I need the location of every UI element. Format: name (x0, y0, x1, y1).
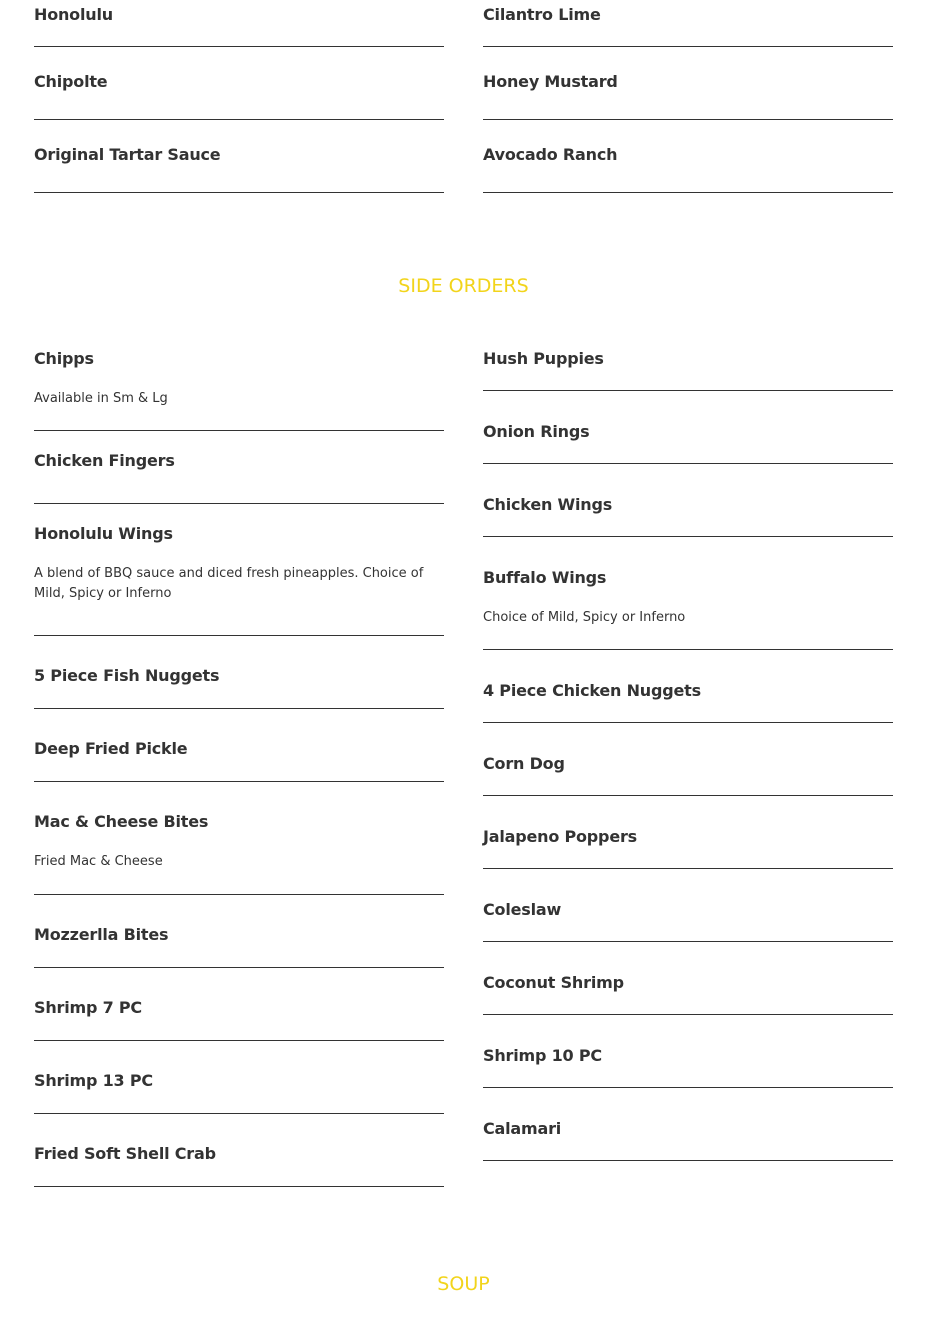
menu-item (34, 0, 444, 47)
item-name: Avocado Ranch (483, 145, 618, 164)
item-name: Jalapeno Poppers (483, 827, 637, 846)
item-name: Chipolte (34, 72, 108, 91)
item-name: Shrimp 13 PC (34, 1071, 153, 1090)
menu-item (483, 650, 893, 723)
menu-item (34, 344, 444, 431)
item-name: Chicken Wings (483, 495, 613, 514)
item-name: Shrimp 10 PC (483, 1046, 602, 1065)
item-name: 4 Piece Chicken Nuggets (483, 681, 701, 700)
menu-item (483, 942, 893, 1015)
item-name: Coconut Shrimp (483, 973, 624, 992)
menu-item (483, 391, 893, 464)
item-name: Buffalo Wings (483, 568, 607, 587)
item-name: Mac & Cheese Bites (34, 812, 209, 831)
menu-item (34, 1114, 444, 1187)
item-description: Available in Sm & Lg (34, 391, 168, 406)
menu-item (483, 1015, 893, 1088)
item-description: Fried Mac & Cheese (34, 854, 163, 869)
item-name: Corn Dog (483, 754, 565, 773)
item-description: A blend of BBQ sauce and diced fresh pineapples. Choice of Mild, Spicy or Inferno (34, 566, 424, 601)
menu-item (34, 709, 444, 782)
menu-item (483, 344, 893, 391)
menu-item (34, 504, 444, 636)
item-name: Chicken Fingers (34, 451, 175, 470)
menu-item (483, 869, 893, 942)
item-name: Honolulu (34, 5, 113, 24)
item-name: Mozzerlla Bites (34, 925, 169, 944)
menu-item (34, 47, 444, 120)
item-name: Honolulu Wings (34, 524, 173, 543)
side-orders-section (34, 344, 893, 1187)
item-name: Shrimp 7 PC (34, 998, 142, 1017)
item-name: Onion Rings (483, 422, 590, 441)
menu-item (483, 537, 893, 650)
menu-item (34, 636, 444, 709)
menu-item (483, 723, 893, 796)
item-name: Fried Soft Shell Crab (34, 1144, 216, 1163)
item-name: Original Tartar Sauce (34, 145, 221, 164)
menu-item (34, 1041, 444, 1114)
menu-item (34, 782, 444, 895)
side-orders-right-column (483, 344, 893, 1187)
sauces-section (34, 0, 893, 193)
item-name: Chipps (34, 349, 94, 368)
menu-item (483, 47, 893, 120)
menu-item (483, 0, 893, 47)
menu-item (34, 431, 444, 504)
item-name: Hush Puppies (483, 349, 604, 368)
menu-item (34, 968, 444, 1041)
menu-item (483, 796, 893, 869)
item-name: Coleslaw (483, 900, 562, 919)
sauces-left-column (34, 0, 444, 193)
menu-item (34, 895, 444, 968)
section-title-side-orders: SIDE ORDERS (398, 275, 529, 297)
section-title-soup: SOUP (437, 1273, 490, 1295)
side-orders-left-column (34, 344, 444, 1187)
menu-item (483, 120, 893, 193)
item-name: Deep Fried Pickle (34, 739, 188, 758)
menu-item (483, 1088, 893, 1161)
item-name: 5 Piece Fish Nuggets (34, 666, 220, 685)
item-description: Choice of Mild, Spicy or Inferno (483, 610, 686, 625)
item-name: Cilantro Lime (483, 5, 601, 24)
item-name: Honey Mustard (483, 72, 618, 91)
item-name: Calamari (483, 1119, 562, 1138)
menu-item (483, 464, 893, 537)
menu-item (34, 120, 444, 193)
sauces-right-column (483, 0, 893, 193)
